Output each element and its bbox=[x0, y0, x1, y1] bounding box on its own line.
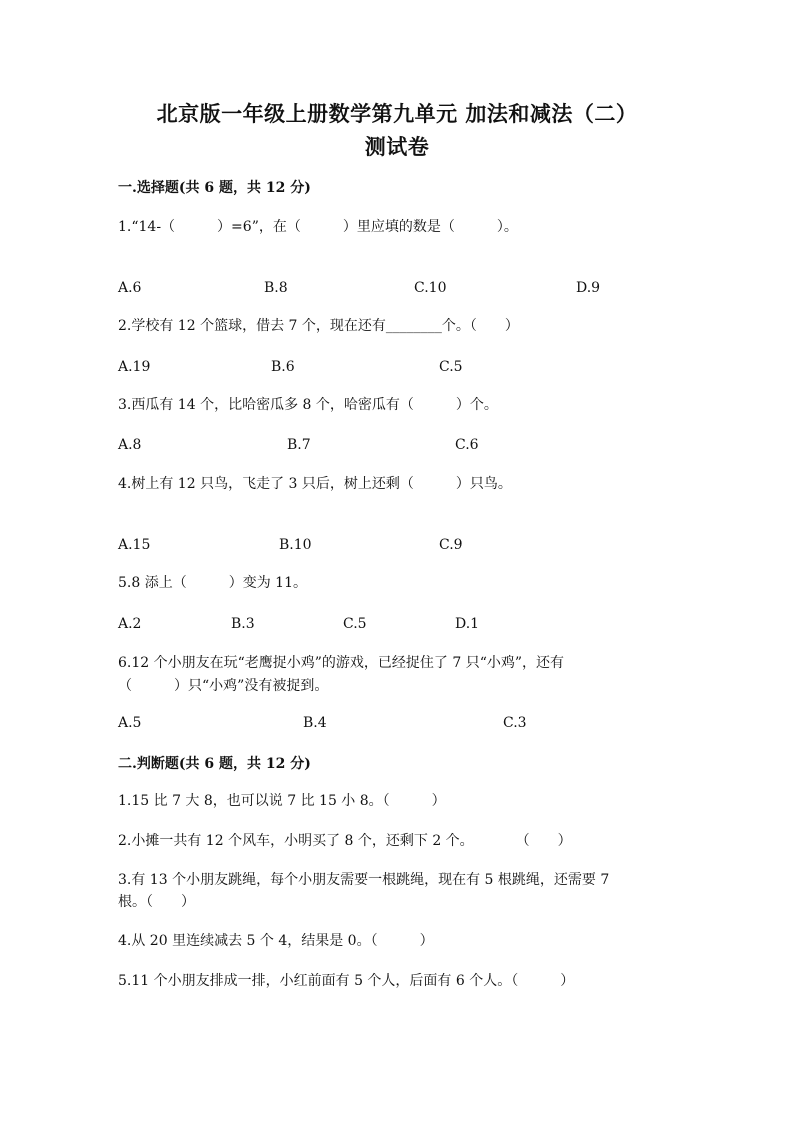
page-subtitle: 测试卷 bbox=[364, 134, 430, 159]
judgement-3-line-1: 3.有 13 个小朋友跳绳，每个小朋友需要一根跳绳，现在有 5 根跳绳，还需要 7 bbox=[118, 872, 610, 888]
question-6-line-1: 6.12 个小朋友在玩“老鹰捉小鸡”的游戏，已经捉住了 7 只“小鸡”，还有 bbox=[118, 655, 565, 671]
q6-option-c: C.3 bbox=[503, 715, 527, 731]
q3-option-a: A.8 bbox=[118, 437, 142, 453]
question-1: 1.“14-（ ）=6”，在（ ）里应填的数是（ ）。 bbox=[118, 219, 518, 235]
q6-option-a: A.5 bbox=[118, 715, 142, 731]
q5-option-d: D.1 bbox=[455, 616, 480, 632]
judgement-2: 2.小摊一共有 12 个风车，小明买了 8 个，还剩下 2 个。 （ ） bbox=[118, 833, 572, 849]
q1-option-c: C.10 bbox=[414, 280, 447, 296]
q3-option-b: B.7 bbox=[287, 437, 311, 453]
judgement-5: 5.11 个小朋友排成一排，小红前面有 5 个人，后面有 6 个人。（ ） bbox=[118, 973, 575, 989]
q2-option-c: C.5 bbox=[439, 359, 463, 375]
section-heading-choice: 一.选择题(共 6 题，共 12 分) bbox=[118, 180, 311, 196]
question-3: 3.西瓜有 14 个，比哈密瓜多 8 个，哈密瓜有（ ）个。 bbox=[118, 397, 498, 413]
question-4: 4.树上有 12 只鸟，飞走了 3 只后，树上还剩（ ）只鸟。 bbox=[118, 476, 512, 492]
q1-option-a: A.6 bbox=[118, 280, 142, 296]
judgement-3-line-2: 根。（ ） bbox=[118, 894, 195, 910]
q5-option-b: B.3 bbox=[231, 616, 255, 632]
q6-option-b: B.4 bbox=[303, 715, 327, 731]
q4-option-c: C.9 bbox=[439, 537, 463, 553]
judgement-4: 4.从 20 里连续减去 5 个 4，结果是 0。（ ） bbox=[118, 933, 434, 949]
q1-option-b: B.8 bbox=[264, 280, 288, 296]
question-5: 5.8 添上（ ）变为 11。 bbox=[118, 575, 307, 591]
q5-option-c: C.5 bbox=[343, 616, 367, 632]
question-6-line-2: （ ）只“小鸡”没有被捉到。 bbox=[118, 678, 329, 694]
q2-option-b: B.6 bbox=[271, 359, 295, 375]
q2-option-a: A.19 bbox=[118, 359, 151, 375]
section-heading-judgement: 二.判断题(共 6 题，共 12 分) bbox=[118, 756, 311, 772]
q4-option-b: B.10 bbox=[279, 537, 312, 553]
q4-option-a: A.15 bbox=[118, 537, 151, 553]
q5-option-a: A.2 bbox=[118, 616, 142, 632]
q1-option-d: D.9 bbox=[576, 280, 601, 296]
q3-option-c: C.6 bbox=[455, 437, 479, 453]
question-2: 2.学校有 12 个篮球，借去 7 个，现在还有________个。（ ） bbox=[118, 318, 519, 334]
page-title: 北京版一年级上册数学第九单元 加法和减法（二） bbox=[156, 101, 638, 126]
judgement-1: 1.15 比 7 大 8，也可以说 7 比 15 小 8。（ ） bbox=[118, 793, 446, 809]
